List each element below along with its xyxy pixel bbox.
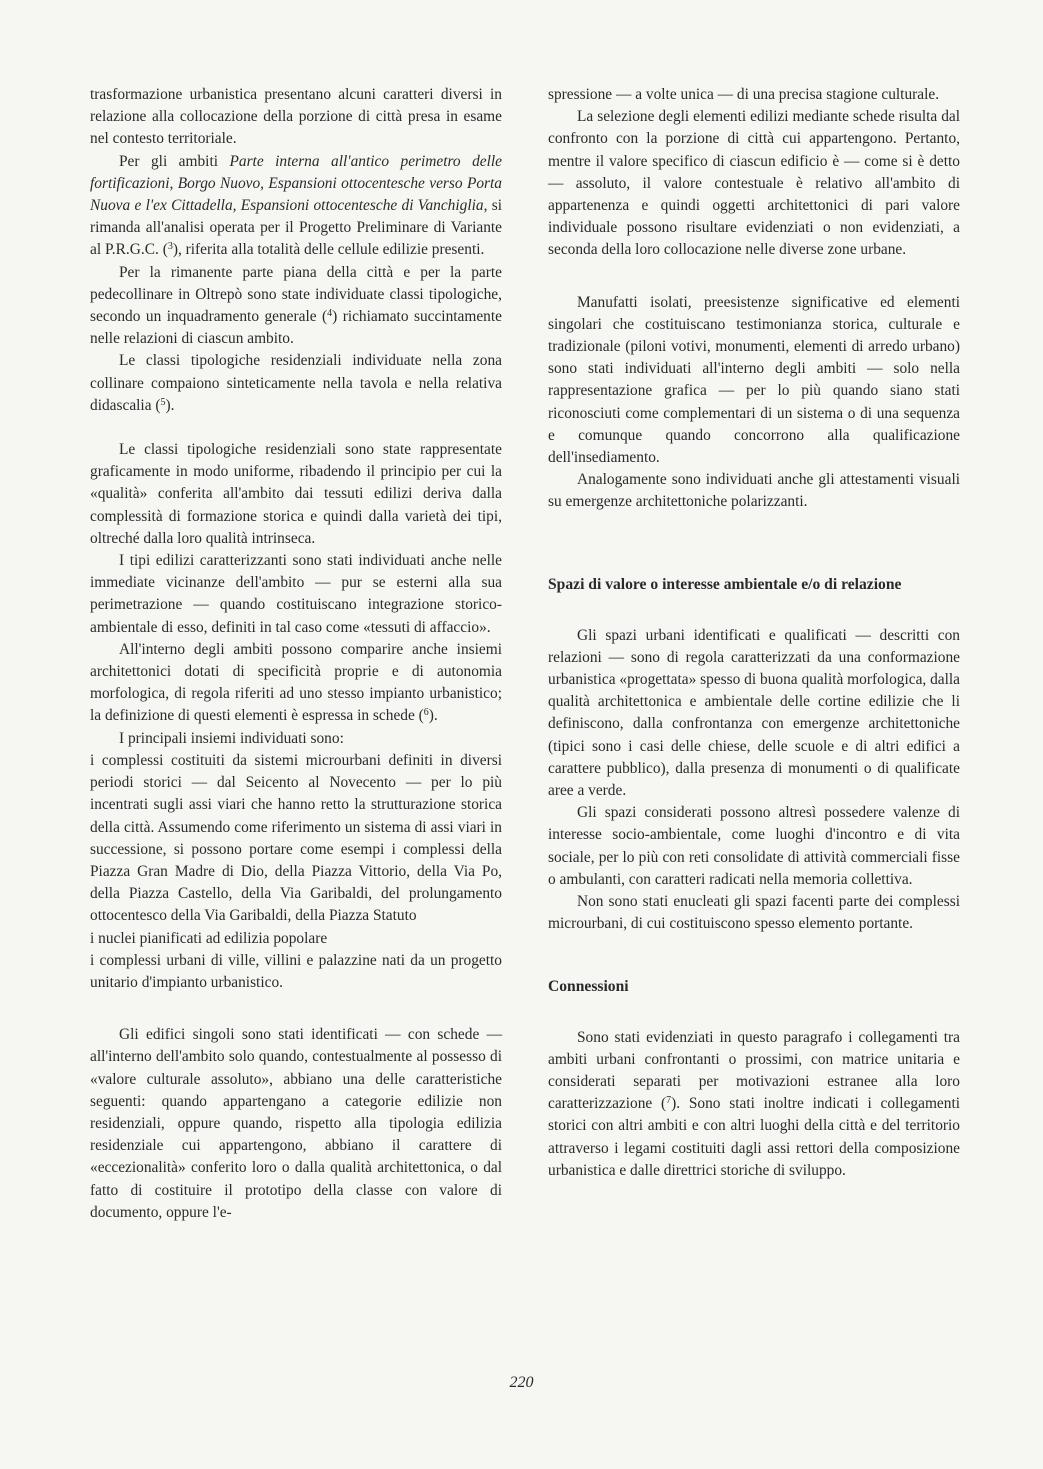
page-number: 220 xyxy=(509,1374,534,1391)
paragraph: trasformazione urbanistica presentano alcuni caratteri diversi in relazione alla collocazione della porzione di città presa in esame nel contesto territoriale. xyxy=(90,86,502,148)
paragraph: La selezione degli elementi edilizi mediante schede risulta dal confronto con la porzione di città cui appartengono. Pertanto, mentre il valore specifico di ciascun edificio è — come si è detto — assoluto, il valore contestuale è relativo all'ambito di appartenenza e quindi oggetti architettonici di pari valore individuale possono risultare evidenziati o non evidenziati, a seconda della loro collocazione nelle diverse zone urbane. xyxy=(548,108,960,259)
paragraph: Per gli ambiti Parte interna all'antico perimetro delle fortificazioni, Borgo Nuovo, Espansioni ottocentesche verso Porta Nuova e l'ex Cittadella, Espansioni ottocentesche di Vanchiglia, si rimanda all'analisi operata per il Progetto Preliminare di Variante al P.R.G.C. ($^3$), riferita alla totalità delle cellule edilizie presenti. xyxy=(90,152,502,259)
paragraph: Sono stati evidenziati in questo paragrafo i collegamenti tra ambiti urbani confrontanti o prossimi, con matrice unitaria e considerati separati per motivazioni estranee alla loro caratterizzazione ($^7$). Sono stati inoltre indicati i collegamenti storici con altri ambiti e con altri luoghi della città e del territorio attraverso i legami costituiti dagli assi rettori della composizione urbanistica e dalle direttrici storiche di sviluppo. xyxy=(548,1028,960,1179)
paragraph: Per la rimanente parte piana della città e per la parte pedecollinare in Oltrepò sono state individuate classi tipologiche, secondo un inquadramento generale ($^4$) richiamato succintamente nelle relazioni di ciascun ambito. xyxy=(90,263,502,348)
paragraph: I principali insiemi individuati sono: xyxy=(119,729,344,747)
paragraph: Analogamente sono individuati anche gli attestamenti visuali su emergenze architettoniche polarizzanti. xyxy=(548,471,960,511)
paragraph: Non sono stati enucleati gli spazi facenti parte dei complessi microurbani, di cui costituiscono spesso elemento portante. xyxy=(548,893,960,933)
list-item: i complessi costituiti da sistemi microurbani definiti in diversi periodi storici — dal Seicento al Novecento — per lo più incentrati sugli assi viari che hanno retto la strutturazione storica della città. Assumendo come riferimento un sistema di assi viari in successione, si possono portare come esempi i complessi della Piazza Gran Madre di Dio, della Piazza Vittorio, della Via Po, della Piazza Castello, della Via Garibaldi, del prolungamento ottocentesco della Via Garibaldi, della Piazza Statuto xyxy=(90,751,502,925)
footnote-ref: 7 xyxy=(666,1095,672,1107)
paragraph: All'interno degli ambiti possono comparire anche insiemi architettonici dotati di specificità proprie e di autonomia morfologica, di regola riferiti ad uno stesso impianto urbanistico; la definizione di questi elementi è espressa in schede ($^6$). xyxy=(90,640,502,725)
paragraph: Le classi tipologiche residenziali sono state rappresentate graficamente in modo uniforme, ribadendo il principio per cui la «qualità» conferita all'ambito dai tessuti edilizi deriva dalla complessità di formazione storica e quindi dalla varietà dei tipi, oltreché dalla loro qualità intrinseca. xyxy=(90,441,502,547)
paragraph: I tipi edilizi caratterizzanti sono stati individuati anche nelle immediate vicinanze dell'ambito — pur se esterni alla sua perimetrazione — quando costituiscano integrazione storico-ambientale di esso, definiti in tal caso come «tessuti di affaccio». xyxy=(90,552,502,636)
left-column xyxy=(90,84,502,1224)
list-item: i nuclei pianificati ad edilizia popolare xyxy=(90,929,328,947)
section-heading-connessioni: Connessioni xyxy=(548,977,629,995)
paragraph: Le classi tipologiche residenziali individuate nella zona collinare compaiono sinteticamente nella tavola e nella relativa didascalia ($^5$). xyxy=(90,352,502,414)
footnote-ref: 4 xyxy=(327,308,333,320)
section-heading-spazi: Spazi di valore o interesse ambientale e/o di relazione xyxy=(548,575,902,593)
footnote-ref: 6 xyxy=(423,707,429,719)
paragraph: spressione — a volte unica — di una precisa stagione culturale. xyxy=(548,86,940,103)
paragraph: Manufatti isolati, preesistenze significative ed elementi singolari che costituiscano testimonianza storica, culturale e tradizionale (piloni votivi, monumenti, elementi di arredo urbano) sono stati individuati all'interno degli ambiti — solo nella rappresentazione grafica — per lo più quando siano stati riconosciuti come complementari di un sistema o di una sequenza e comunque quando concorrono alla qualificazione dell'insediamento. xyxy=(548,293,960,467)
paragraph: Gli spazi urbani identificati e qualificati — descritti con relazioni — sono di regola caratterizzati da una conformazione urbanistica «progettata» spesso di buona qualità morfologica, dalla qualità architettonica e ambientale delle cortine edilizie che li definiscono, dalla confrontanza con emergenze architettoniche (tipici sono i casi delle chiese, delle scuole e di altri edifici a carattere pubblico), dalla presenza di monumenti o di qualificate aree a verde. xyxy=(548,626,961,800)
ambiti-names: Parte interna all'antico perimetro delle fortificazioni, Borgo Nuovo, Espansioni ottocentesche verso Porta Nuova e l'ex Cittadella, Espansioni ottocentesche di Vanchiglia xyxy=(90,152,502,215)
paragraph: Gli edifici singoli sono stati identificati — con schede — all'interno dell'ambito solo quando, contestualmente al possesso di «valore culturale assoluto», abbiano una delle caratteristiche seguenti: quando appartengano a categorie edilizie non residenziali, oppure quando, rispetto alla tipologia edilizia residenziale cui appartengono, abbiano il carattere di «eccezionalità» conferito loro o dalla qualità architettonica, o dal fatto di costituire il prototipo della classe con valore di documento, oppure l'e- xyxy=(90,1026,502,1221)
footnote-ref: 5 xyxy=(160,396,166,408)
paragraph: Gli spazi considerati possono altresì possedere valenze di interesse socio-ambientale, come luoghi d'incontro e di vita sociale, per lo più con reti consolidate di attività commerciali fisse o ambulanti, con caratteri radicati nella memoria collettiva. xyxy=(548,804,960,888)
list-item: i complessi urbani di ville, villini e palazzine nati da un progetto unitario d'impianto urbanistico. xyxy=(90,951,502,991)
right-column xyxy=(548,84,960,1182)
footnote-ref: 3 xyxy=(167,241,173,253)
